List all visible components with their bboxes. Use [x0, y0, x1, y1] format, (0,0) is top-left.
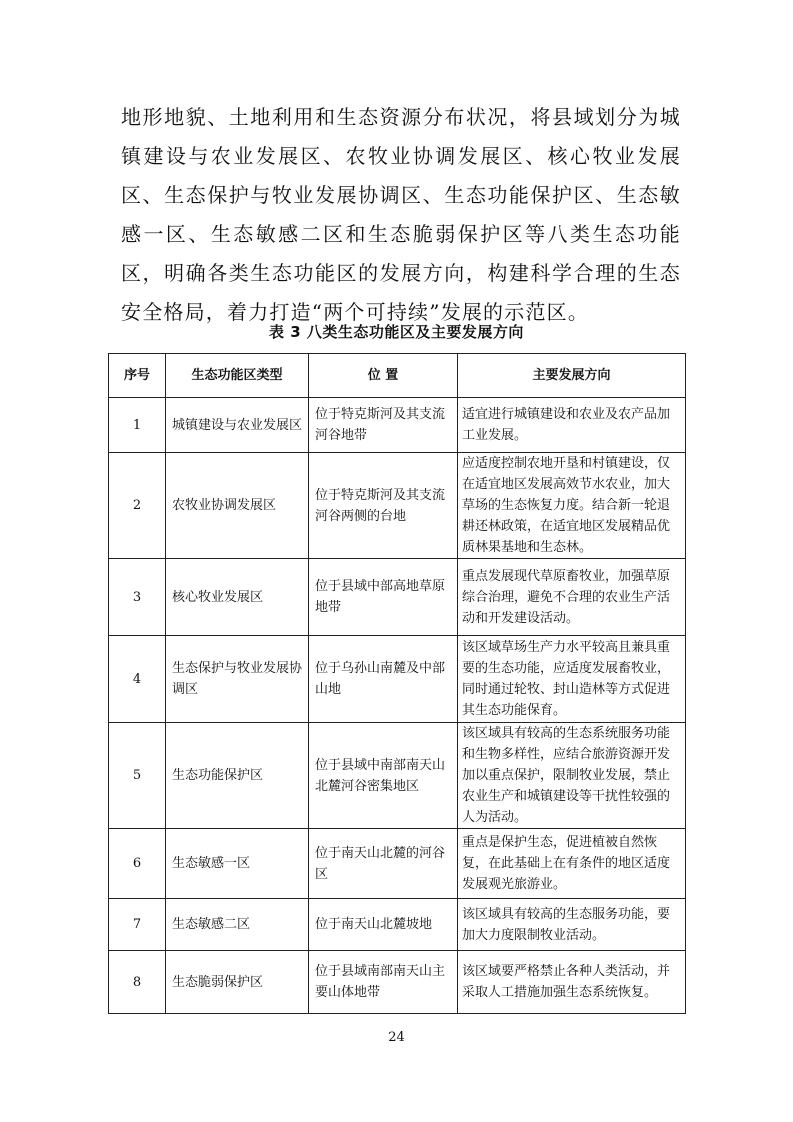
row-direction: 重点是保护生态，促进植被自然恢复，在此基础上在有条件的地区适度发展观光旅游业。: [458, 829, 686, 899]
row-no: 3: [109, 559, 166, 636]
table-caption: 表 3 八类生态功能区及主要发展方向: [269, 323, 524, 341]
row-no: 2: [109, 453, 166, 559]
row-location: 位于特克斯河及其支流河谷地带: [309, 398, 458, 453]
table-row: [109, 951, 686, 1014]
eco-zone-table: [108, 353, 686, 1014]
row-direction: 该区域具有较高的生态服务功能，要加大力度限制牧业活动。: [458, 899, 686, 951]
table-row: [109, 559, 686, 636]
table-row: [109, 723, 686, 829]
row-no: 7: [109, 899, 166, 951]
row-no: 6: [109, 829, 166, 899]
row-location: 位于县域中南部南天山北麓河谷密集地区: [309, 723, 458, 829]
row-direction: 该区域要严格禁止各种人类活动，并采取人工措施加强生态系统恢复。: [458, 951, 686, 1014]
header-type: 生态功能区类型: [166, 354, 309, 398]
row-type: 生态脆弱保护区: [166, 951, 309, 1014]
body-paragraph: 地形地貌、土地利用和生态资源分布状况，将县域划分为城镇建设与农业发展区、农牧业协调发展区、核心牧业发展区、生态保护与牧业发展协调区、生态功能保护区、生态敏感一区、生态敏感二区和生态脆弱保护区等八类生态功能区，明确各类生态功能区的发展方向，构建科学合理的生态安全格局，着力打造“两个可持续”发展的示范区。: [121, 105, 681, 324]
row-location: 位于特克斯河及其支流河谷两侧的台地: [309, 453, 458, 559]
row-direction: 适宜进行城镇建设和农业及农产品加工业发展。: [458, 398, 686, 453]
row-type: 生态保护与牧业发展协调区: [166, 636, 309, 723]
row-location: 位于县域中部高地草原地带: [309, 559, 458, 636]
page-number: 24: [388, 1030, 405, 1045]
row-location: 位于南天山北麓的河谷区: [309, 829, 458, 899]
row-no: 4: [109, 636, 166, 723]
row-type: 生态敏感一区: [166, 829, 309, 899]
row-no: 1: [109, 398, 166, 453]
row-location: 位于南天山北麓坡地: [309, 899, 458, 951]
row-direction: 应适度控制农地开垦和村镇建设，仅在适宜地区发展高效节水农业，加大草场的生态恢复力度。结合新一轮退耕还林政策，在适宜地区发展精品优质林果基地和生态林。: [458, 453, 686, 559]
table-row: [109, 829, 686, 899]
row-location: 位于乌孙山南麓及中部山地: [309, 636, 458, 723]
row-no: 8: [109, 951, 166, 1014]
row-direction: 该区域具有较高的生态系统服务功能和生物多样性，应结合旅游资源开发加以重点保护，限制牧业发展，禁止农业生产和城镇建设等干扰性较强的人为活动。: [458, 723, 686, 829]
row-location: 位于县域南部南天山主要山体地带: [309, 951, 458, 1014]
row-type: 生态功能保护区: [166, 723, 309, 829]
table-row: [109, 899, 686, 951]
row-direction: 重点发展现代草原畜牧业，加强草原综合治理，避免不合理的农业生产活动和开发建设活动。: [458, 559, 686, 636]
row-direction: 该区域草场生产力水平较高且兼具重要的生态功能，应适度发展畜牧业，同时通过轮牧、封山造林等方式促进其生态功能保育。: [458, 636, 686, 723]
header-location: 位 置: [309, 354, 458, 398]
table-row: [109, 398, 686, 453]
header-direction: 主要发展方向: [458, 354, 686, 398]
table-header-row: [109, 354, 686, 398]
row-type: 生态敏感二区: [166, 899, 309, 951]
table-row: [109, 636, 686, 723]
table-row: [109, 453, 686, 559]
header-no: 序号: [109, 354, 166, 398]
row-no: 5: [109, 723, 166, 829]
row-type: 核心牧业发展区: [166, 559, 309, 636]
row-type: 农牧业协调发展区: [166, 453, 309, 559]
row-type: 城镇建设与农业发展区: [166, 398, 309, 453]
